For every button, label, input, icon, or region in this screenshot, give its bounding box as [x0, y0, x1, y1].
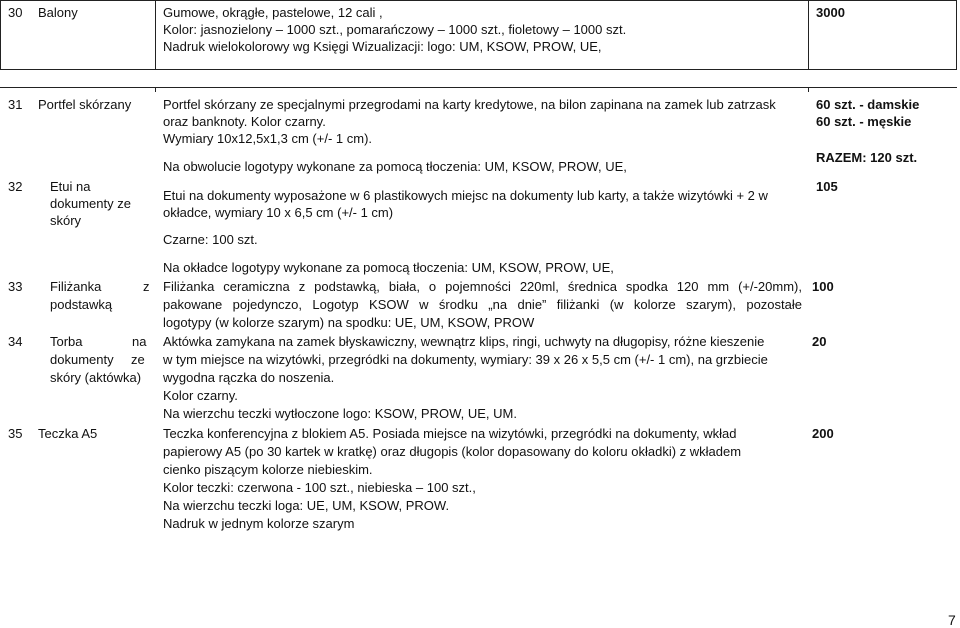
row-35-name: Teczka A5 — [38, 426, 98, 441]
table-border-left — [0, 0, 1, 70]
row-33-desc-line-2: pakowane pojedynczo, Logotyp KSOW w środku „na dnie” filiżanki (w kolorze szarym), pozostałe — [163, 297, 802, 312]
row-34-desc-line-1: Aktówka zamykana na zamek błyskawiczny, wewnątrz klips, ringi, uchwyty na długopisy, różne kieszenie — [163, 334, 765, 349]
row-34-desc-line-2: w tym miejsce na wizytówki, przegródki na dokumenty, wymiary: 39 x 26 x 5,5 cm (+/- 1 cm), na grzbiecie — [163, 352, 768, 367]
row-33-name-line-2: podstawką — [50, 297, 113, 312]
row-30-name: Balony — [38, 5, 78, 20]
row-33-number: 33 — [8, 279, 23, 294]
row-33-quantity: 100 — [812, 279, 834, 294]
row-34-name-line-2a: dokumenty — [50, 352, 114, 367]
row-31-quantity-women: 60 szt. - damskie — [816, 97, 920, 112]
row-35-desc-line-4: Kolor teczki: czerwona - 100 szt., niebieska – 100 szt., — [163, 480, 476, 495]
row-34-desc-line-4: Kolor czarny. — [163, 388, 238, 403]
row-divider-30 — [0, 69, 957, 70]
col-divider-1 — [155, 0, 156, 70]
row-31-quantity-total: RAZEM: 120 szt. — [816, 150, 918, 165]
row-31-desc-line-3: Wymiary 10x12,5x1,3 cm (+/- 1 cm). — [163, 131, 373, 146]
row-35-desc-line-6: Nadruk w jednym kolorze szarym — [163, 516, 355, 531]
col-divider-2 — [808, 0, 809, 70]
row-32-name-line-2: dokumenty ze — [50, 196, 131, 211]
row-32-desc-line-3: Czarne: 100 szt. — [163, 232, 258, 247]
row-30-desc-line-3: Nadruk wielokolorowy wg Księgi Wizualizacji: logo: UM, KSOW, PROW, UE, — [163, 39, 602, 54]
row-35-desc-line-5: Na wierzchu teczki loga: UE, UM, KSOW, PROW. — [163, 498, 450, 513]
row-35-number: 35 — [8, 426, 23, 441]
row-34-desc-line-3: wygodna rączka do noszenia. — [163, 370, 335, 385]
col-divider-lower-2 — [808, 87, 809, 92]
row-31-desc-line-1: Portfel skórzany ze specjalnymi przegrodami na karty kredytowe, na bilon zapinana na zamek lub zatrzask — [163, 97, 776, 112]
row-34-name-line-1b: na — [132, 334, 147, 349]
row-30-quantity: 3000 — [816, 5, 845, 20]
row-33-name-line-1b: z — [143, 279, 150, 294]
row-32-number: 32 — [8, 179, 23, 194]
row-35-desc-line-3: cienko piszącym kolorze niebieskim. — [163, 462, 373, 477]
row-35-desc-line-1: Teczka konferencyjna z blokiem A5. Posiada miejsce na wizytówki, przegródki na dokumenty, wkład — [163, 426, 737, 441]
row-32-name-line-1: Etui na — [50, 179, 91, 194]
row-32-desc-line-4: Na okładce logotypy wykonane za pomocą tłoczenia: UM, KSOW, PROW, UE, — [163, 260, 614, 275]
row-32-name-line-3: skóry — [50, 213, 82, 228]
row-31-quantity-men: 60 szt. - męskie — [816, 114, 912, 129]
row-31-desc-line-2: oraz banknoty. Kolor czarny. — [163, 114, 326, 129]
row-34-number: 34 — [8, 334, 23, 349]
table-border-top — [0, 0, 957, 1]
row-31-name: Portfel skórzany — [38, 97, 132, 112]
row-35-desc-line-2: papierowy A5 (po 30 kartek w kratkę) oraz długopis (kolor dopasowany do koloru okładki) z wkładem — [163, 444, 742, 459]
row-32-desc-line-2: okładce, wymiary 10 x 6,5 cm (+/- 1 cm) — [163, 205, 394, 220]
row-34-name-line-2b: ze — [131, 352, 145, 367]
row-33-desc-line-1: Filiżanka ceramiczna z podstawką, biała, o pojemności 220ml, średnica spodka 120 mm (+/-20mm), — [163, 279, 802, 294]
row-32-desc-line-1: Etui na dokumenty wyposażone w 6 plastikowych miejsc na dokumenty lub karty, a także wizytówki + 2 w — [163, 188, 768, 203]
row-30-desc-line-2: Kolor: jasnozielony – 1000 szt., pomarańczowy – 1000 szt., fioletowy – 1000 szt. — [163, 22, 627, 37]
row-34-name-line-1a: Torba — [50, 334, 83, 349]
row-31-number: 31 — [8, 97, 23, 112]
page-number: 7 — [948, 612, 956, 628]
row-33-name-line-1: Filiżanka — [50, 279, 102, 294]
table-border-right — [956, 0, 957, 70]
row-34-name-line-3: skóry (aktówka) — [50, 370, 142, 385]
row-34-quantity: 20 — [812, 334, 827, 349]
row-34-desc-line-5: Na wierzchu teczki wytłoczone logo: KSOW, PROW, UE, UM. — [163, 406, 517, 421]
col-divider-lower-1 — [155, 87, 156, 92]
row-30-number: 30 — [8, 5, 23, 20]
row-30-desc-line-1: Gumowe, okrągłe, pastelowe, 12 cali , — [163, 5, 383, 20]
row-31-desc-line-4: Na obwolucie logotypy wykonane za pomocą tłoczenia: UM, KSOW, PROW, UE, — [163, 159, 627, 174]
row-32-quantity: 105 — [816, 179, 838, 194]
row-divider-header-lower — [0, 87, 957, 88]
row-33-desc-line-3: logotypy (w kolorze szarym) na spodku: UE, UM, KSOW, PROW — [163, 315, 535, 330]
row-35-quantity: 200 — [812, 426, 834, 441]
